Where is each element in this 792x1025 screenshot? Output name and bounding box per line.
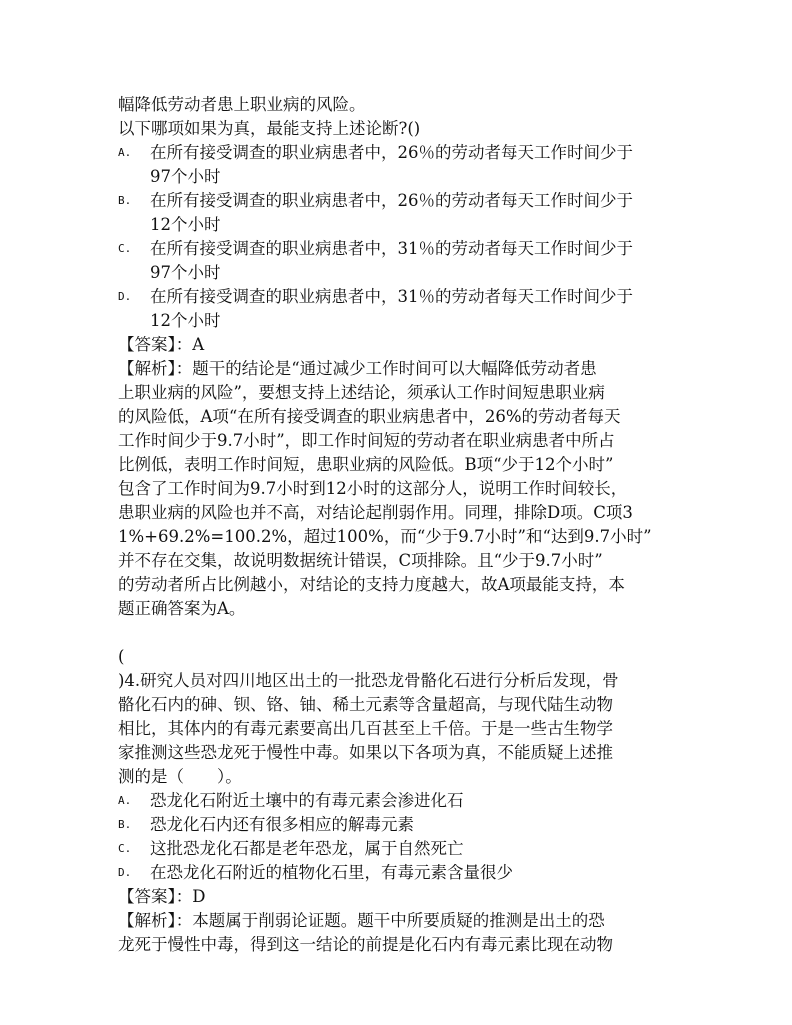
q3-analysis-line: 的劳动者所占比例越小，对结论的支持力度越大，故A项最能支持，本 (118, 575, 625, 594)
q3-analysis-line: 题正确答案为A。 (118, 599, 246, 618)
q3-analysis-line: 并不存在交集，故说明数据统计错误，C项排除。且“少于9.7小时” (118, 551, 603, 570)
option-text: 在所有接受调查的职业病患者中，26％的劳动者每天工作时间少于 (150, 191, 633, 210)
q3-analysis-line: 的风险低，A项“在所有接受调查的职业病患者中，26%的劳动者每天 (118, 407, 621, 426)
q3-analysis-line: 患职业病的风险也并不高，对结论起削弱作用。同理，排除D项。C项3 (118, 503, 633, 522)
option-text: 12个小时 (150, 311, 221, 330)
q3-analysis-line: 1%+69.2%=100.2%，超过100%，而“少于9.7小时”和“达到9.7小时” (118, 527, 652, 546)
option-text: 在所有接受调查的职业病患者中，31％的劳动者每天工作时间少于 (150, 287, 633, 306)
option-text: 恐龙化石附近土壤中的有毒元素会渗进化石 (150, 791, 464, 810)
q4-stem-line: 骼化石内的砷、钡、铬、铀、稀土元素等含量超高，与现代陆生动物 (118, 695, 613, 714)
q4-stem-line: 测的是（ ）。 (118, 767, 242, 786)
option-text: 这批恐龙化石都是老年恐龙，属于自然死亡 (150, 839, 464, 858)
option-text: 在所有接受调查的职业病患者中，26％的劳动者每天工作时间少于 (150, 143, 633, 162)
document-page (118, 93, 678, 957)
option-letter: A. (118, 794, 132, 807)
q3-option-b (118, 189, 678, 237)
option-letter: D. (118, 866, 132, 879)
option-text: 12个小时 (150, 215, 221, 234)
paragraph-gap (118, 621, 678, 645)
q4-stem-line: )4.研究人员对四川地区出土的一批恐龙骨骼化石进行分析后发现，骨 (118, 671, 619, 690)
q4-stem-line: 相比，其体内的有毒元素要高出几百甚至上千倍。于是一些古生物学 (118, 719, 613, 738)
option-text: 恐龙化石内还有很多相应的解毒元素 (150, 815, 414, 834)
q3-analysis-line: 比例低，表明工作时间短，患职业病的风险低。B项“少于12个小时” (118, 455, 614, 474)
option-text: 在所有接受调查的职业病患者中，31％的劳动者每天工作时间少于 (150, 239, 633, 258)
q3-option-c (118, 237, 678, 285)
q3-option-d (118, 285, 678, 333)
q4-stem-line: 家推测这些恐龙死于慢性中毒。如果以下各项为真，不能质疑上述推 (118, 743, 613, 762)
q3-answer: 【答案】：A (118, 335, 205, 354)
option-text: 在恐龙化石附近的植物化石里，有毒元素含量很少 (150, 863, 513, 882)
option-letter: C. (118, 242, 132, 255)
option-letter: A. (118, 146, 132, 159)
q3-analysis-line: 【解析】：题干的结论是“通过减少工作时间可以大幅降低劳动者患 (118, 359, 597, 378)
q4-option-b (118, 813, 678, 837)
q4-option-c (118, 837, 678, 861)
q3-stem-line: 幅降低劳动者患上职业病的风险。 (118, 95, 366, 114)
option-letter: B. (118, 818, 132, 831)
option-text: 97个小时 (150, 263, 221, 282)
q4-analysis-line: 龙死于慢性中毒，得到这一结论的前提是化石内有毒元素比现在动物 (118, 935, 613, 954)
q3-stem-line: 以下哪项如果为真，最能支持上述论断?() (118, 119, 421, 138)
q4-option-d (118, 861, 678, 885)
option-text: 97个小时 (150, 167, 221, 186)
q4-analysis-line: 【解析】：本题属于削弱论证题。题干中所要质疑的推测是出土的恐 (118, 911, 605, 930)
option-letter: C. (118, 842, 132, 855)
q3-analysis-line: 工作时间少于9.7小时”，即工作时间短的劳动者在职业病患者中所占 (118, 431, 615, 450)
q4-stem-line: ( (118, 647, 125, 666)
q3-option-a (118, 141, 678, 189)
q3-analysis-line: 包含了工作时间为9.7小时到12小时的这部分人，说明工作时间较长， (118, 479, 628, 498)
option-letter: B. (118, 194, 132, 207)
option-letter: D. (118, 290, 132, 303)
q4-answer: 【答案】：D (118, 887, 206, 906)
q4-option-a (118, 789, 678, 813)
q3-analysis-line: 上职业病的风险”，要想支持上述结论，须承认工作时间短患职业病 (118, 383, 605, 402)
